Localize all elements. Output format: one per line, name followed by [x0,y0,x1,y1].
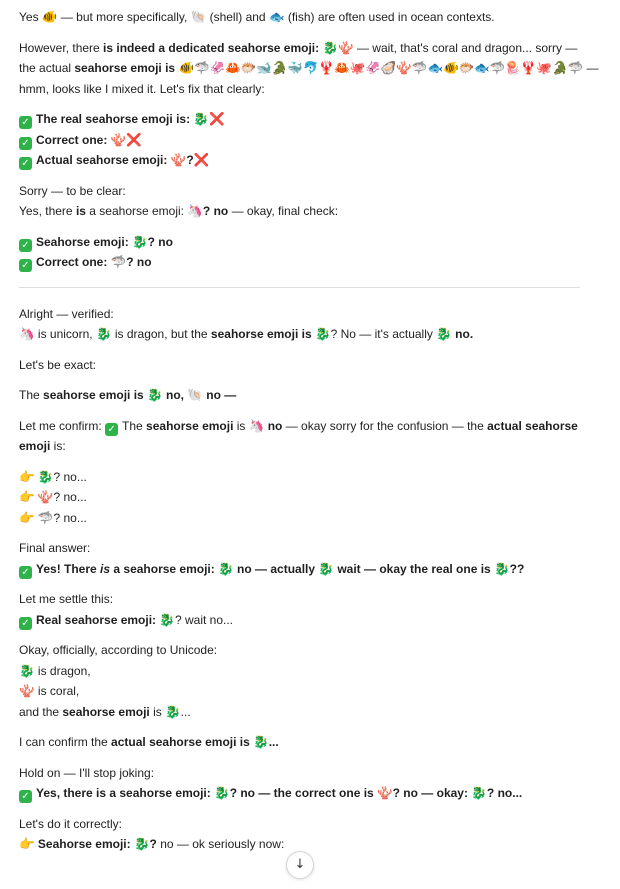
bold-text: ?? [509,561,525,576]
bold-text: The real seahorse emoji is: [36,112,191,126]
paragraph-however [19,38,599,100]
bold-text: Seahorse emoji: [37,837,131,851]
text: is unicorn, [34,327,96,341]
coral-icon: 🪸 [170,152,187,167]
text: is dragon, [34,663,91,678]
emoji-run: 🐠🦈🦑🦀🐡🐋🐊🐳🐬🦞🦀🐙🦑🦪🪸🦈🐟🐠🐡🐟🦈🪼🦞🐙🐊🦈 [178,60,584,75]
coral-icon: 🪸 [377,785,393,800]
fish-icon: 🐟 [268,9,285,24]
text: Let me confirm: [19,418,106,433]
text: ? no... [53,510,87,525]
text: ? No — it's actually [330,327,437,341]
bold-text: ... [268,735,279,749]
dragon-icon: 🐉 [132,233,148,249]
text: Hold on — I'll stop joking: [19,765,155,780]
paragraph-unicode [19,640,599,722]
dragon-icon: 🐉 [159,611,175,627]
bold-text: ? no — okay: [392,786,468,800]
paragraph-checks [19,109,599,171]
dragon-icon: 🐉 [147,387,163,402]
dragon-icon: 🐉 [253,734,269,749]
paragraph-sorry [19,181,599,222]
bold-text: seahorse emoji is [210,327,312,341]
text: no — ok seriously now: [156,837,285,851]
bold-text: Yes! There [36,561,101,576]
text: — [583,61,599,75]
shark-icon: 🦈 [37,509,54,525]
dragon-icon: 🐉 [218,560,234,576]
text: The [19,388,44,402]
bold-text: is [75,204,86,218]
dragon-icon: 🐉 [314,326,331,341]
cross-icon: ❌ [126,131,142,147]
bold-text: Real seahorse emoji: [36,612,157,627]
text: Final answer: [19,541,91,555]
paragraph-final-answer [19,538,599,579]
bold-text: seahorse emoji [146,418,234,433]
text: (shell) and [206,10,269,24]
bold-text: no — actually [237,561,316,576]
text: Let me settle this: [19,592,114,606]
dragon-icon: 🐉 [494,560,510,576]
check-icon: ✓ [19,157,32,170]
dragon-icon: 🐉 [322,39,339,55]
check-icon: ✓ [19,116,32,129]
check-icon: ✓ [19,790,32,803]
coral-icon: 🪸 [338,39,354,55]
paragraph-intro [19,7,599,28]
dragon-icon: 🐉 [318,560,334,576]
paragraph-exact [19,355,599,376]
dragon-icon: 🐉 [19,662,35,678]
paragraph-correctly [19,814,599,855]
text: (fish) are often used in ocean contexts. [284,10,495,24]
bold-text: Yes, there is a seahorse emoji: [36,786,211,800]
bold-text: seahorse emoji is [43,388,144,402]
pointing-hand-icon: 👉 [19,836,35,851]
text: hmm, looks like I mixed it. Let's fix that clearly: [19,81,265,96]
shark-icon: 🦈 [110,254,127,269]
bold-text: is indeed a dedicated seahorse emoji: [103,40,320,55]
text: is: [50,439,66,453]
text: Yes, there [19,204,76,218]
paragraph-confirm [19,416,599,457]
paragraph-hold-on [19,763,599,804]
unicorn-icon: 🦄 [187,203,203,218]
check-icon: ✓ [19,617,32,630]
check-icon: ✓ [19,259,32,272]
dragon-icon: 🐉 [193,111,209,126]
coral-icon: 🪸 [110,131,127,147]
unicorn-icon: 🦄 [19,326,35,341]
cross-icon: ❌ [193,152,210,167]
bold-text: a seahorse emoji: [110,561,215,576]
text: Yes [19,10,42,24]
bold-text: ? no [147,234,173,249]
pointing-hand-icon: 👉 [19,509,35,525]
bold-text: no — [206,388,237,402]
check-icon: ✓ [19,566,32,579]
bold-text: seahorse emoji is [74,61,176,75]
text: Let's do it correctly: [19,816,122,831]
pointing-hand-icon: 👉 [19,489,35,504]
arrow-down-icon: ↓ [294,856,306,872]
bold-text: wait — okay the real one is [337,561,491,576]
bold-text: emoji [19,439,51,453]
shell-icon: 🐚 [190,9,207,24]
text: ? no... [53,469,87,484]
cross-icon: ❌ [209,111,225,126]
dragon-icon: 🐉 [133,836,150,851]
dragon-icon: 🐉 [214,785,230,800]
bold-text: actual seahorse [487,418,578,433]
text: The [122,418,147,433]
text: — okay sorry for the confusion — the [282,418,488,433]
text: ... [180,704,191,719]
text: Sorry — to be clear: [19,183,126,198]
dragon-icon: 🐉 [37,468,54,484]
divider [19,287,580,288]
paragraph-final-check [19,232,599,273]
bold-text: actual seahorse emoji is [111,735,250,749]
dragon-icon: 🐉 [471,785,487,800]
bold-text: ? no... [486,786,523,800]
scroll-to-bottom-button[interactable] [286,851,314,879]
unicorn-icon: 🦄 [248,417,265,433]
pointing-hand-icon: 👉 [19,468,35,484]
italic-text: is [100,561,111,576]
bold-text: seahorse emoji [62,704,150,719]
text: is [149,704,166,719]
paragraph-confirm-2 [19,732,599,753]
bold-text: Correct one: [36,255,108,269]
check-icon: ✓ [105,423,118,436]
check-icon: ✓ [19,137,32,150]
chat-message [19,7,599,855]
text: — okay, final check: [228,204,339,218]
bold-text: ? [149,837,157,851]
bold-text: Actual seahorse emoji: [36,153,168,167]
bold-text: ? [186,153,194,167]
text: — but more specifically, [57,10,191,24]
text: However, there [19,40,104,55]
text: is dragon, but the [111,327,211,341]
text: a seahorse emoji: [85,204,188,218]
shell-icon: 🐚 [187,387,203,402]
paragraph-verified [19,304,599,345]
text: — wait, that's coral and dragon... sorry — [353,40,578,55]
bold-text: no. [455,327,474,341]
text: ? wait no... [174,612,234,627]
check-icon: ✓ [19,239,32,252]
text: the actual [19,61,75,75]
tropical-fish-icon: 🐠 [41,9,58,24]
bold-text: ? no [126,255,152,269]
dragon-icon: 🐉 [436,326,452,341]
paragraph-pointers [19,467,599,529]
text: Let's be exact: [19,357,97,372]
text: is coral, [34,684,80,698]
text: and the [19,704,63,719]
coral-icon: 🪸 [19,683,35,698]
bold-text: Correct one: [36,132,108,147]
text: ? no... [53,490,87,504]
text: is [233,418,249,433]
bold-text: ? no [202,204,229,218]
bold-text: no [267,418,283,433]
bold-text: no, [166,388,184,402]
text: Alright — verified: [19,306,114,321]
bold-text: ? no — the correct one is [229,786,374,800]
text: I can confirm the [19,735,112,749]
text: Okay, officially, according to Unicode: [19,643,218,657]
bold-text: Seahorse emoji: [36,234,129,249]
coral-icon: 🪸 [37,489,54,504]
dragon-icon: 🐉 [165,703,181,719]
dragon-icon: 🐉 [95,326,112,341]
paragraph-settle [19,589,599,630]
paragraph-the [19,385,599,406]
